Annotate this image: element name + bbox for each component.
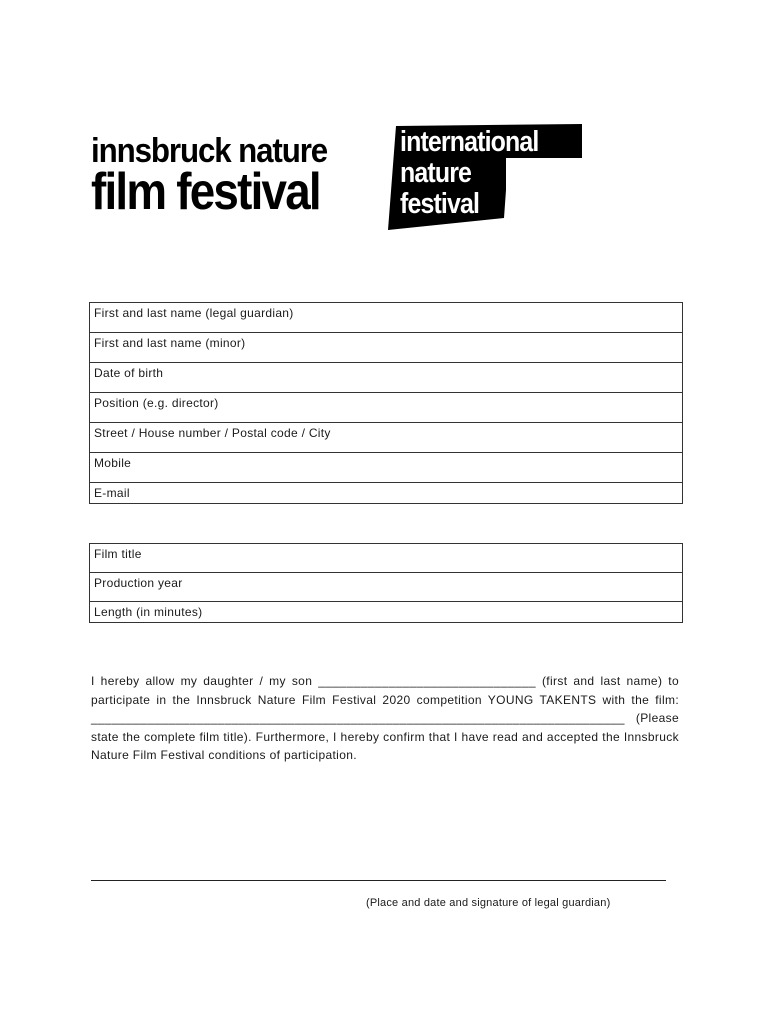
field-date-of-birth[interactable]: Date of birth bbox=[90, 363, 683, 393]
field-mobile[interactable]: Mobile bbox=[90, 453, 683, 483]
logo-line-1: innsbruck nature bbox=[91, 132, 328, 170]
field-address[interactable]: Street / House number / Postal code / City bbox=[90, 423, 683, 453]
field-position[interactable]: Position (e.g. director) bbox=[90, 393, 683, 423]
signature-caption: (Place and date and signature of legal guardian) bbox=[366, 897, 611, 909]
badge-line-2: nature bbox=[400, 157, 472, 189]
film-details-table bbox=[89, 543, 683, 623]
personal-details-table bbox=[89, 302, 683, 504]
logo-line-2: film festival bbox=[91, 163, 320, 221]
field-minor-name[interactable]: First and last name (minor) bbox=[90, 333, 683, 363]
signature-line[interactable] bbox=[91, 880, 666, 881]
badge-text bbox=[400, 127, 538, 220]
international-nature-festival-badge bbox=[386, 124, 586, 232]
badge-line-3: festival bbox=[400, 188, 480, 220]
festival-logo-wordmark bbox=[91, 132, 351, 221]
field-production-year[interactable]: Production year bbox=[90, 573, 683, 602]
field-film-title[interactable]: Film title bbox=[90, 544, 683, 573]
field-email[interactable]: E-mail bbox=[90, 483, 683, 504]
consent-paragraph: I hereby allow my daughter / my son _______________________________ (first and last name) to participate in the Innsbruck Nature Film Festival 2020 competition YOUNG TAKENTS with the film: ____________________________________________________________________________ (Please state the complete film title). Furthermore, I hereby confirm that I have read and accepted the Innsbruck Nature Film Festival conditions of participation. bbox=[91, 674, 679, 762]
badge-line-1: international bbox=[400, 126, 539, 158]
field-guardian-name[interactable]: First and last name (legal guardian) bbox=[90, 303, 683, 333]
field-length[interactable]: Length (in minutes) bbox=[90, 602, 683, 623]
